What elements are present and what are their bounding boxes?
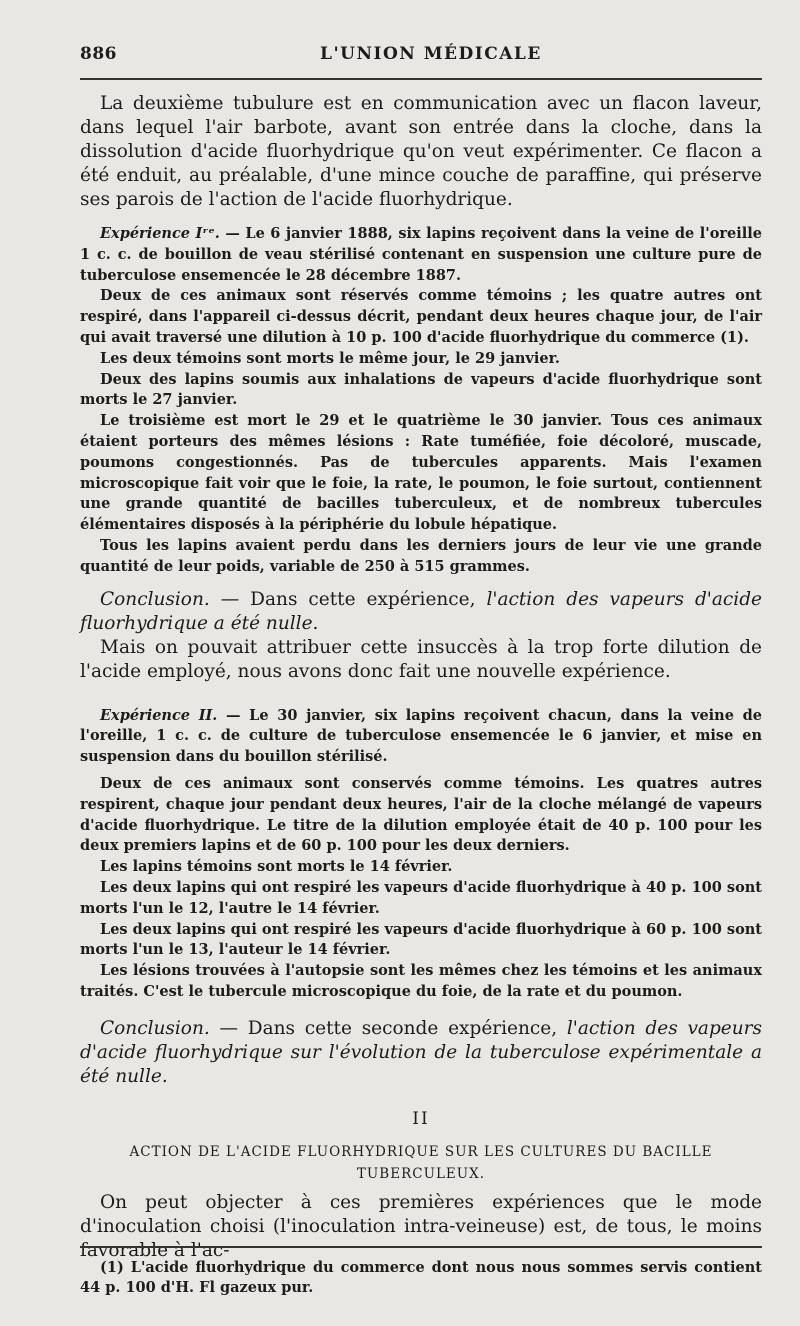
experiment-2-text: — Le 30 janvier, six lapins reçoivent chacun, dans la veine de l'oreille, 1 c. c. de culture de tuberculose ensemencée le 6 janvier, et mise en suspension dans du bouillon stérilisé. (80, 706, 762, 766)
running-title: L'UNION MÉDICALE (320, 44, 542, 64)
intro-paragraph: La deuxième tubulure est en communication avec un flacon laveur, dans lequel l'air barbote, avant son entrée dans la cloche, dans la dissolution d'acide fluorhydrique qu'on veut expérimenter. Ce flacon a été enduit, au préalable, d'une mince couche de paraffine, qui préserve ses parois de l'action de l'acide fluorhydrique. (80, 93, 762, 210)
experiment-2-paragraph: Deux de ces animaux sont conservés comme témoins. Les quatres autres respirent, chaque jour pendant deux heures, l'air de la cloche mélangé de vapeurs d'acide fluorhydrique. Le titre de la dilution employée était de 40 p. 100 pour les deux premiers lapins et de 60 p. 100 pour les deux derniers. (80, 774, 762, 855)
experiment-1-intro (80, 224, 762, 286)
experiment-2-paragraph: Les lapins témoins sont morts le 14 février. (100, 858, 453, 876)
footnote: (1) L'acide fluorhydrique du commerce dont nous nous sommes servis contient 44 p. 100 d'H. Fl gazeux pur. (80, 1259, 762, 1296)
experiment-1-text: — Le 6 janvier 1888, six lapins reçoivent dans la veine de l'oreille 1 c. c. de bouillon de veau stérilisé contenant en suspension une culture pure de tuberculose ensemencée le 28 décembre 1887. (80, 225, 762, 284)
header-rule (80, 78, 762, 80)
final-paragraph: On peut objecter à ces premières expériences que le mode d'inoculation choisi (l'inoculation intra-veineuse) est, de tous, le moins favorable à l'ac- (80, 1191, 762, 1261)
experiment-2-label: Expérience II. (100, 706, 218, 724)
experiment-1-paragraph: Deux de ces animaux sont réservés comme témoins ; les quatre autres ont respiré, dans l'appareil ci-dessus décrit, pendant deux heures chaque jour, de l'air qui avait traversé une dilution à 10 p. 100 d'acide fluorhydrique du commerce (1). (80, 287, 762, 346)
page-number: 886 (80, 44, 117, 64)
conclusion-2 (80, 1017, 762, 1089)
experiment-1-paragraph: Les deux témoins sont morts le même jour, le 29 janvier. (100, 349, 560, 367)
experiment-2-intro (80, 706, 762, 768)
conclusion-1-text: — Dans cette expérience, (209, 588, 487, 610)
experiment-2-paragraph: Les deux lapins qui ont respiré les vapeurs d'acide fluorhydrique à 40 p. 100 sont morts l'un le 12, l'autre le 14 février. (80, 878, 762, 917)
section-number: II (412, 1108, 430, 1129)
experiment-2-paragraph: Les deux lapins qui ont respiré les vapeurs d'acide fluorhydrique à 60 p. 100 sont morts l'un le 13, l'auteur le 14 février. (80, 920, 762, 959)
conclusion-2-label: Conclusion. (100, 1017, 210, 1039)
conclusion-1 (80, 588, 762, 636)
experiment-1-paragraph: Tous les lapins avaient perdu dans les derniers jours de leur vie une grande quantité de leur poids, variable de 250 à 515 grammes. (80, 536, 762, 575)
experiment-1-label: Expérience Iʳᵉ. (100, 225, 220, 242)
conclusion-2-text: — Dans cette seconde expérience, (209, 1017, 567, 1039)
conclusion-1-italic: l'action des vapeurs d'acide fluorhydrique a été nulle. (80, 588, 762, 634)
experiment-1-paragraph: Deux des lapins soumis aux inhalations de vapeurs d'acide fluorhydrique sont morts le 27 janvier. (80, 370, 762, 409)
experiment-2-paragraph: Les lésions trouvées à l'autopsie sont les mêmes chez les témoins et les animaux traités. C'est le tubercule microscopique du foie, de la rate et du poumon. (80, 962, 762, 1000)
conclusion-1-label: Conclusion. (100, 588, 210, 610)
page-body (80, 92, 762, 1263)
section-title: ACTION DE L'ACIDE FLUORHYDRIQUE SUR LES CULTURES DU BACILLE TUBERCULEUX. (129, 1143, 713, 1182)
experiment-1-paragraph: Le troisième est mort le 29 et le quatrième le 30 janvier. Tous ces animaux étaient porteurs des mêmes lésions : Rate tuméfiée, foie décoloré, muscade, poumons congestionnés. Pas de tubercules apparents. Mais l'examen microscopique fait voir que le foie, la rate, le poumon, le foie surtout, contiennent une grande quantité de bacilles tuberculeux, et de nombreux tubercules élémentaires disposés à la périphérie du lobule hépatique. (80, 412, 762, 534)
conclusion-1-followup: Mais on pouvait attribuer cette insuccès à la trop forte dilution de l'acide employé, nous avons donc fait une nouvelle expérience. (80, 636, 762, 682)
footnote-rule (80, 1246, 762, 1248)
page-header (80, 44, 762, 74)
conclusion-2-italic: l'action des vapeurs d'acide fluorhydrique sur l'évolution de la tuberculose expérimentale a été nulle. (80, 1017, 762, 1087)
